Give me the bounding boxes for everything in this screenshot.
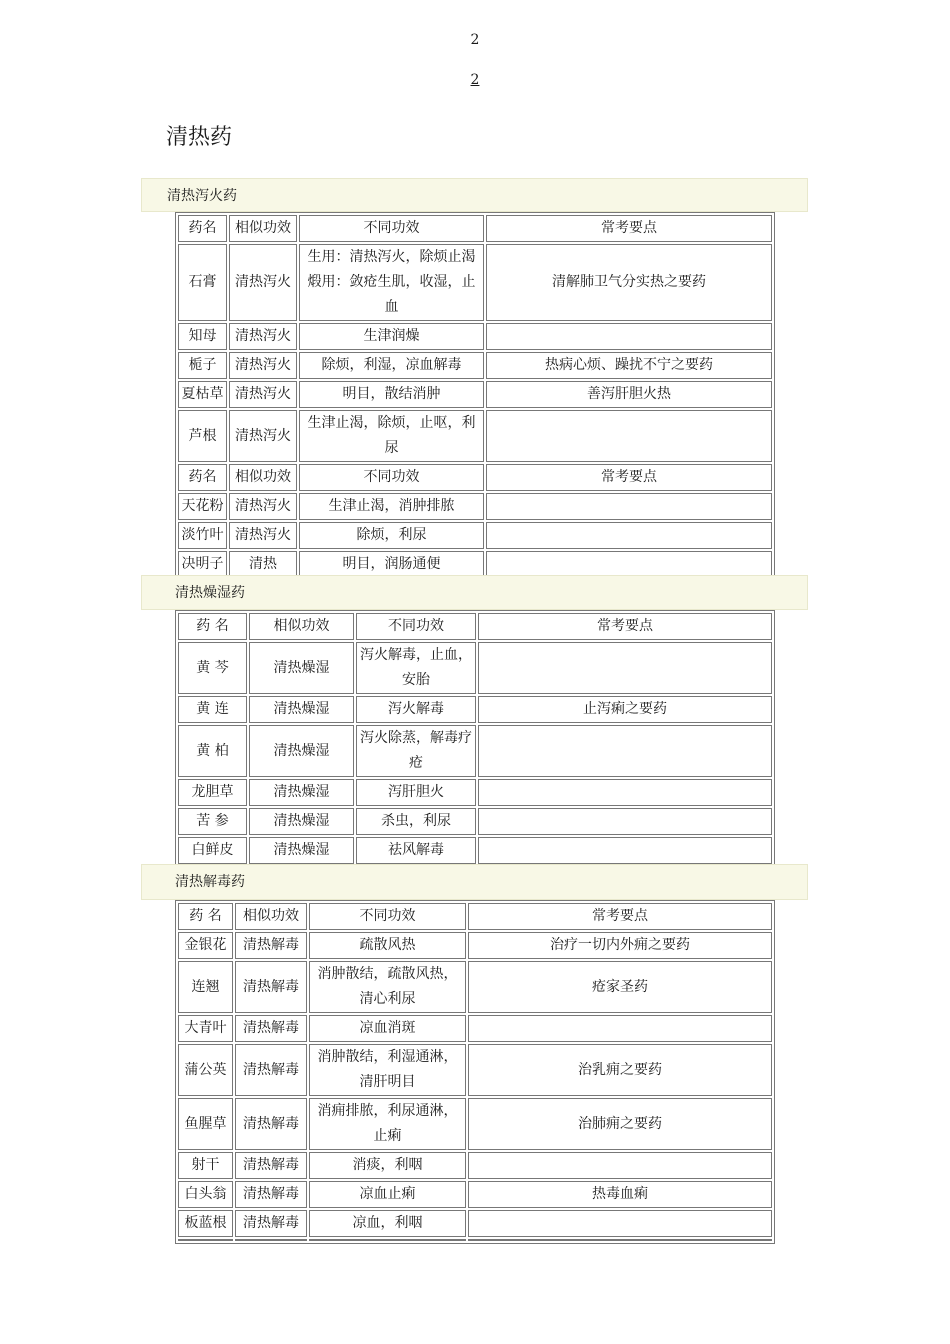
table-row [178, 642, 772, 694]
different-effect: 除烦，利尿 [299, 522, 484, 549]
drug-name: 夏枯草 [178, 381, 227, 408]
key-point [486, 522, 772, 549]
drug-name: 天花粉 [178, 493, 227, 520]
drug-name: 栀子 [178, 352, 227, 379]
similar-effect: 清热泻火 [229, 352, 297, 379]
drug-name: 白头翁 [178, 1181, 233, 1208]
page-title: 清热药 [166, 125, 233, 150]
key-point [486, 551, 772, 578]
different-effect: 疏散风热 [309, 932, 466, 959]
key-point [468, 1015, 772, 1042]
section-header-qingre-xiehuo [141, 178, 808, 212]
section-title: 清热燥湿药 [175, 585, 245, 601]
key-point: 热毒血痢 [468, 1181, 772, 1208]
key-point: 善泻肝胆火热 [486, 381, 772, 408]
key-point [478, 725, 772, 777]
similar-effect: 清热泻火 [229, 493, 297, 520]
drug-name: 决明子 [178, 551, 227, 578]
table-row [178, 1210, 772, 1237]
header-cell: 常考要点 [478, 613, 772, 640]
table-row [178, 1044, 772, 1096]
table-row [178, 381, 772, 408]
drug-name: 淡竹叶 [178, 522, 227, 549]
different-effect: 泻火解毒，止血，安胎 [356, 642, 476, 694]
similar-effect: 清热燥湿 [249, 696, 354, 723]
table-row [178, 1181, 772, 1208]
table-row [178, 1098, 772, 1150]
key-point [486, 410, 772, 462]
different-effect: 消痰，利咽 [309, 1152, 466, 1179]
drug-name: 黄 柏 [178, 725, 247, 777]
section-title: 清热解毒药 [175, 874, 245, 890]
different-effect: 生用：清热泻火，除烦止渴煅用：敛疮生肌，收湿，止血 [299, 244, 484, 321]
header-cell: 不同功效 [356, 613, 476, 640]
key-point [468, 1210, 772, 1237]
table-row [178, 1239, 772, 1241]
header-cell: 药名 [178, 215, 227, 242]
header-cell: 常考要点 [486, 215, 772, 242]
drug-name: 龙胆草 [178, 779, 247, 806]
key-point [468, 1152, 772, 1179]
key-point [486, 493, 772, 520]
drug-name: 大青叶 [178, 1015, 233, 1042]
different-effect: 泻火解毒 [356, 696, 476, 723]
different-effect: 凉血消斑 [309, 1015, 466, 1042]
key-point [486, 323, 772, 350]
table-header-row [178, 215, 772, 242]
table-header-row [178, 903, 772, 930]
different-effect: 消肿散结，利湿通淋，清肝明目 [309, 1044, 466, 1096]
page-number-link[interactable]: 2 [470, 72, 480, 88]
table-row [178, 323, 772, 350]
table-row [178, 1015, 772, 1042]
similar-effect: 清热解毒 [235, 1044, 307, 1096]
similar-effect: 清热泻火 [229, 244, 297, 321]
similar-effect: 清热泻火 [229, 323, 297, 350]
table-row [178, 352, 772, 379]
key-point: 止泻痢之要药 [478, 696, 772, 723]
page-number: 2 [470, 32, 480, 48]
table-row [178, 696, 772, 723]
similar-effect: 清热解毒 [235, 1098, 307, 1150]
similar-effect: 清热泻火 [229, 522, 297, 549]
key-point: 热病心烦、躁扰不宁之要药 [486, 352, 772, 379]
table-row [178, 961, 772, 1013]
different-effect: 明目，润肠通便 [299, 551, 484, 578]
similar-effect: 清热解毒 [235, 932, 307, 959]
key-point [478, 779, 772, 806]
similar-effect [235, 1239, 307, 1241]
table-row [178, 725, 772, 777]
key-point [468, 1239, 772, 1241]
drug-name: 射干 [178, 1152, 233, 1179]
drug-name: 黄 连 [178, 696, 247, 723]
drug-name: 知母 [178, 323, 227, 350]
table-row [178, 551, 772, 578]
table-qingre-xiehuo [175, 212, 775, 581]
different-effect: 生津润燥 [299, 323, 484, 350]
different-effect: 明目，散结消肿 [299, 381, 484, 408]
different-effect: 除烦，利湿，凉血解毒 [299, 352, 484, 379]
similar-effect: 清热燥湿 [249, 837, 354, 864]
table-row [178, 244, 772, 321]
table-row [178, 808, 772, 835]
header-cell: 相似功效 [235, 903, 307, 930]
header-cell: 相似功效 [229, 215, 297, 242]
similar-effect: 清热泻火 [229, 410, 297, 462]
similar-effect: 清热泻火 [229, 381, 297, 408]
similar-effect: 清热解毒 [235, 1181, 307, 1208]
drug-name: 蒲公英 [178, 1044, 233, 1096]
similar-effect: 清热燥湿 [249, 725, 354, 777]
table-row [178, 493, 772, 520]
header-cell: 药 名 [178, 903, 233, 930]
table-row [178, 464, 772, 491]
table-row [178, 837, 772, 864]
header-cell: 不同功效 [309, 903, 466, 930]
similar-effect: 清热解毒 [235, 1210, 307, 1237]
table-row [178, 779, 772, 806]
table-row [178, 932, 772, 959]
drug-name: 苦 参 [178, 808, 247, 835]
different-effect: 凉血，利咽 [309, 1210, 466, 1237]
table-row [178, 1152, 772, 1179]
similar-effect: 相似功效 [229, 464, 297, 491]
different-effect: 杀虫，利尿 [356, 808, 476, 835]
drug-name: 药名 [178, 464, 227, 491]
header-cell: 不同功效 [299, 215, 484, 242]
drug-name: 石膏 [178, 244, 227, 321]
key-point [478, 642, 772, 694]
drug-name: 芦根 [178, 410, 227, 462]
similar-effect: 清热燥湿 [249, 779, 354, 806]
table-header-row [178, 613, 772, 640]
similar-effect: 清热燥湿 [249, 642, 354, 694]
drug-name: 鱼腥草 [178, 1098, 233, 1150]
drug-name: 金银花 [178, 932, 233, 959]
similar-effect: 清热解毒 [235, 961, 307, 1013]
key-point: 治乳痈之要药 [468, 1044, 772, 1096]
different-effect: 消肿散结，疏散风热，清心利尿 [309, 961, 466, 1013]
similar-effect: 清热 [229, 551, 297, 578]
key-point: 疮家圣药 [468, 961, 772, 1013]
section-title: 清热泻火药 [167, 188, 237, 204]
section-header-qingre-jiedu [141, 864, 808, 900]
key-point: 常考要点 [486, 464, 772, 491]
header-cell: 常考要点 [468, 903, 772, 930]
different-effect: 泻肝胆火 [356, 779, 476, 806]
drug-name [178, 1239, 233, 1241]
key-point [478, 808, 772, 835]
similar-effect: 清热解毒 [235, 1152, 307, 1179]
different-effect: 祛风解毒 [356, 837, 476, 864]
table-qingre-jiedu [175, 900, 775, 1244]
table-qingre-zaoshi [175, 610, 775, 867]
drug-name: 黄 芩 [178, 642, 247, 694]
key-point: 治疗一切内外痈之要药 [468, 932, 772, 959]
table-row [178, 522, 772, 549]
different-effect: 生津止渴，消肿排脓 [299, 493, 484, 520]
header-cell: 药 名 [178, 613, 247, 640]
drug-name: 白鲜皮 [178, 837, 247, 864]
different-effect: 凉血止痢 [309, 1181, 466, 1208]
different-effect: 生津止渴，除烦，止呕，利尿 [299, 410, 484, 462]
similar-effect: 清热燥湿 [249, 808, 354, 835]
key-point [478, 837, 772, 864]
drug-name: 连翘 [178, 961, 233, 1013]
header-cell: 相似功效 [249, 613, 354, 640]
different-effect: 消痈排脓，利尿通淋，止痢 [309, 1098, 466, 1150]
table-row [178, 410, 772, 462]
different-effect: 泻火除蒸，解毒疗疮 [356, 725, 476, 777]
different-effect [309, 1239, 466, 1241]
drug-name: 板蓝根 [178, 1210, 233, 1237]
key-point: 治肺痈之要药 [468, 1098, 772, 1150]
section-header-qingre-zaoshi [141, 575, 808, 610]
key-point: 清解肺卫气分实热之要药 [486, 244, 772, 321]
different-effect: 不同功效 [299, 464, 484, 491]
similar-effect: 清热解毒 [235, 1015, 307, 1042]
